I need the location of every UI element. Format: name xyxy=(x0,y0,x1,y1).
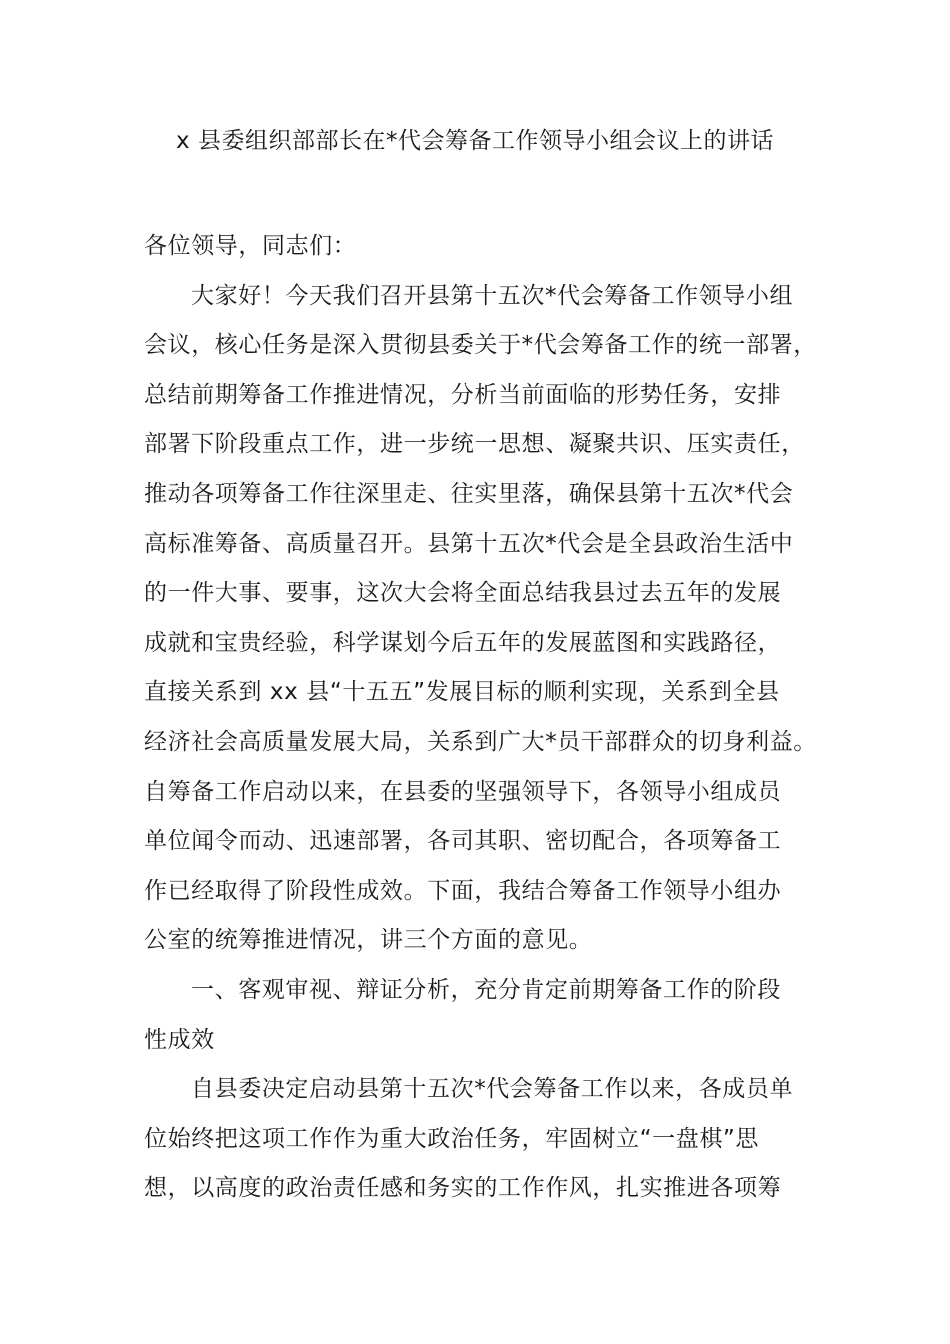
paragraph-line: 会议，核心任务是深入贯彻县委关于*代会筹备工作的统一部署， xyxy=(144,332,817,359)
paragraph-line: 位始终把这项工作作为重大政治任务，牢固树立“一盘棋”思 xyxy=(144,1125,760,1152)
paragraph-line: 自筹备工作启动以来，在县委的坚强领导下，各领导小组成员 xyxy=(144,778,782,805)
document-title: x 县委组织部部长在*代会筹备工作领导小组会议上的讲话 xyxy=(176,128,774,154)
salutation: 各位领导，同志们： xyxy=(144,233,357,259)
paragraph-line: 总结前期筹备工作推进情况，分析当前面临的形势任务，安排 xyxy=(144,381,782,408)
section-heading-1 xyxy=(144,966,824,1065)
paragraph-line: 推动各项筹备工作往深里走、往实里落，确保县第十五次*代会 xyxy=(144,480,794,507)
heading-line: 一、客观审视、辩证分析，充分肯定前期筹备工作的阶段 xyxy=(191,976,781,1003)
paragraph-line: 想，以高度的政治责任感和务实的工作作风，扎实推进各项筹 xyxy=(144,1175,782,1202)
paragraph-section-1 xyxy=(144,1065,824,1214)
paragraph-line: 经济社会高质量发展大局，关系到广大*员干部群众的切身利益。 xyxy=(144,728,817,755)
paragraph-line: 部署下阶段重点工作，进一步统一思想、凝聚共识、压实责任， xyxy=(144,431,805,458)
paragraph-line: 直接关系到 xx 县“十五五”发展目标的顺利实现，关系到全县 xyxy=(144,679,780,706)
document-body xyxy=(144,222,824,1214)
paragraph-line: 自县委决定启动县第十五次*代会筹备工作以来，各成员单 xyxy=(191,1076,794,1103)
paragraph-line: 高标准筹备、高质量召开。县第十五次*代会是全县政治生活中 xyxy=(144,530,794,557)
heading-line: 性成效 xyxy=(144,1026,215,1053)
paragraph-line: 作已经取得了阶段性成效。下面，我结合筹备工作领导小组办 xyxy=(144,877,782,904)
paragraph-opening xyxy=(144,272,824,966)
paragraph-line: 的一件大事、要事，这次大会将全面总结我县过去五年的发展 xyxy=(144,580,782,607)
paragraph-line: 成就和宝贵经验，科学谋划今后五年的发展蓝图和实践路径， xyxy=(144,629,782,656)
paragraph-line: 单位闻令而动、迅速部署，各司其职、密切配合，各项筹备工 xyxy=(144,828,782,855)
paragraph-line: 公室的统筹推进情况，讲三个方面的意见。 xyxy=(144,927,593,954)
paragraph-line: 大家好！今天我们召开县第十五次*代会筹备工作领导小组 xyxy=(191,282,794,309)
